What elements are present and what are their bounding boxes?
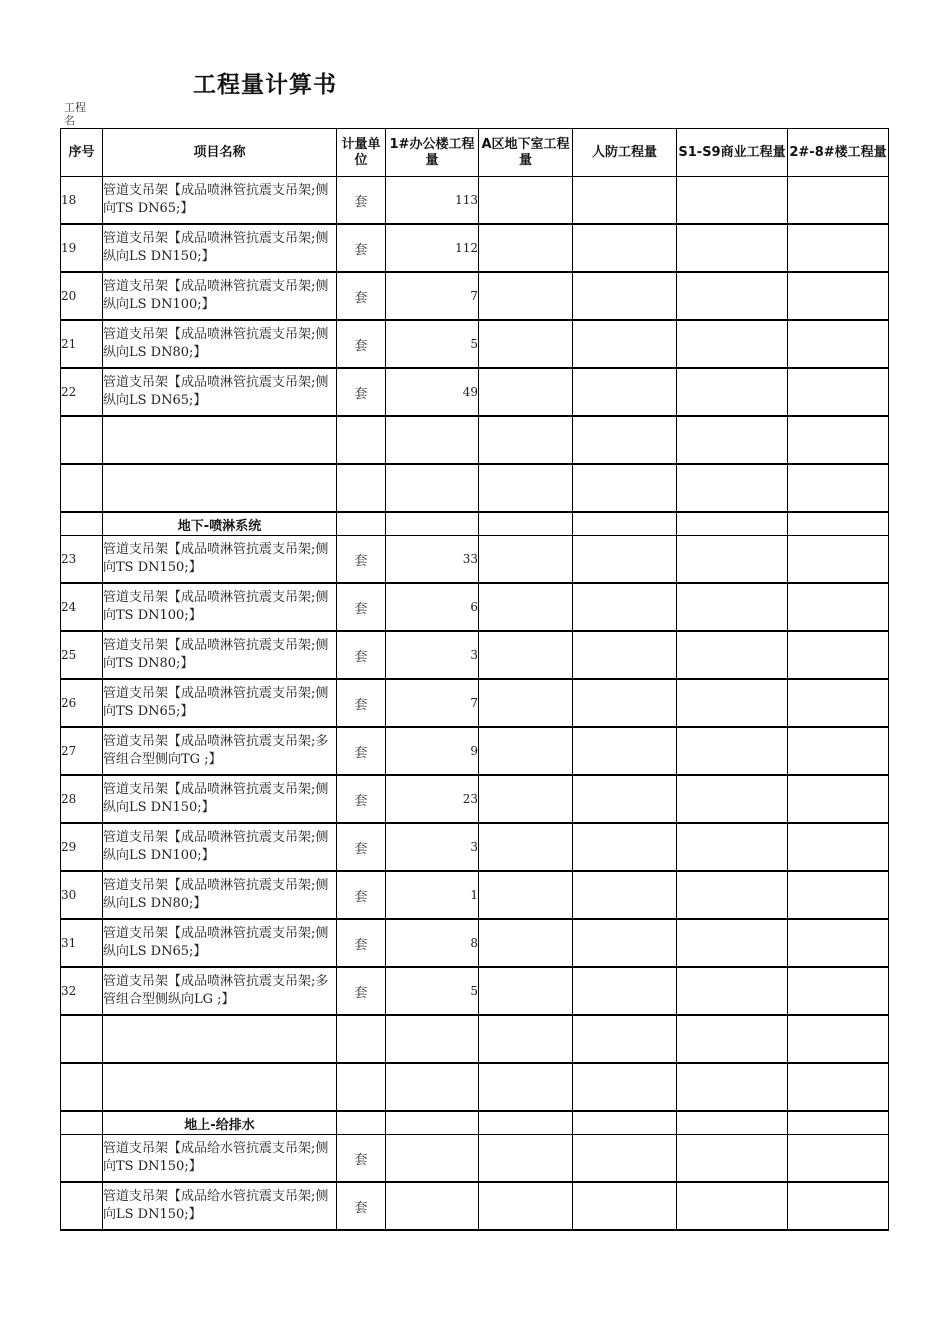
row-name: 管道支吊架【成品喷淋管抗震支吊架;侧纵向LS DN80;】 [103, 320, 337, 368]
table-row [61, 775, 889, 823]
header-q2: A区地下室工程量 [479, 129, 573, 177]
row-q5 [788, 1182, 889, 1230]
row-q3 [573, 823, 677, 871]
row-no: 18 [61, 177, 103, 225]
row-no [61, 1135, 103, 1183]
row-no [61, 464, 103, 512]
row-q1: 7 [386, 679, 479, 727]
row-q1: 5 [386, 967, 479, 1015]
row-q2 [479, 224, 573, 272]
row-q3 [573, 583, 677, 631]
row-q1 [386, 1182, 479, 1230]
section-title: 地下-喷淋系统 [103, 512, 337, 536]
row-no [61, 1015, 103, 1063]
row-unit [337, 1111, 386, 1135]
row-q5 [788, 1135, 889, 1183]
row-unit: 套 [337, 679, 386, 727]
row-q5 [788, 679, 889, 727]
row-q2 [479, 631, 573, 679]
row-name: 管道支吊架【成品喷淋管抗震支吊架;侧向TS DN65;】 [103, 679, 337, 727]
row-q3 [573, 368, 677, 416]
row-q2 [479, 967, 573, 1015]
row-q2 [479, 1111, 573, 1135]
table-row [61, 177, 889, 225]
row-q5 [788, 823, 889, 871]
row-q4 [677, 727, 788, 775]
row-q4 [677, 320, 788, 368]
row-no [61, 1063, 103, 1111]
row-q1: 1 [386, 871, 479, 919]
section-row [61, 512, 889, 536]
row-q1 [386, 1111, 479, 1135]
row-name: 管道支吊架【成品喷淋管抗震支吊架;侧纵向LS DN80;】 [103, 871, 337, 919]
row-q3 [573, 1063, 677, 1111]
row-q4 [677, 1111, 788, 1135]
row-no: 25 [61, 631, 103, 679]
row-no: 22 [61, 368, 103, 416]
header-row [61, 129, 889, 177]
table-row [61, 1015, 889, 1063]
row-q4 [677, 1015, 788, 1063]
row-q3 [573, 177, 677, 225]
header-q4: S1-S9商业工程量 [677, 129, 788, 177]
table-row [61, 679, 889, 727]
row-q5 [788, 536, 889, 584]
row-q1: 33 [386, 536, 479, 584]
table-body [61, 177, 889, 1231]
row-no [61, 416, 103, 464]
row-q1 [386, 1015, 479, 1063]
row-name: 管道支吊架【成品喷淋管抗震支吊架;侧纵向LS DN150;】 [103, 224, 337, 272]
header-name: 项目名称 [103, 129, 337, 177]
row-name: 管道支吊架【成品喷淋管抗震支吊架;侧纵向LS DN150;】 [103, 775, 337, 823]
row-q5 [788, 727, 889, 775]
row-no: 26 [61, 679, 103, 727]
table-row [61, 583, 889, 631]
row-q4 [677, 1135, 788, 1183]
row-unit: 套 [337, 823, 386, 871]
header-q5: 2#-8#楼工程量 [788, 129, 889, 177]
row-name: 管道支吊架【成品喷淋管抗震支吊架;侧向TS DN100;】 [103, 583, 337, 631]
row-q1: 6 [386, 583, 479, 631]
row-unit: 套 [337, 272, 386, 320]
header-unit: 计量单位 [337, 129, 386, 177]
table-row [61, 272, 889, 320]
row-q2 [479, 727, 573, 775]
row-unit: 套 [337, 919, 386, 967]
row-q5 [788, 224, 889, 272]
header-q3: 人防工程量 [573, 129, 677, 177]
row-name [103, 416, 337, 464]
row-q3 [573, 775, 677, 823]
row-q2 [479, 679, 573, 727]
row-no [61, 512, 103, 536]
row-unit: 套 [337, 631, 386, 679]
row-no: 31 [61, 919, 103, 967]
row-unit [337, 1063, 386, 1111]
table-row [61, 224, 889, 272]
row-no [61, 1182, 103, 1230]
row-q1: 112 [386, 224, 479, 272]
table-row [61, 1063, 889, 1111]
row-no: 24 [61, 583, 103, 631]
row-q2 [479, 320, 573, 368]
table-row [61, 919, 889, 967]
row-unit: 套 [337, 224, 386, 272]
row-q3 [573, 464, 677, 512]
row-name: 管道支吊架【成品喷淋管抗震支吊架;侧纵向LS DN100;】 [103, 823, 337, 871]
row-q3 [573, 1015, 677, 1063]
row-name: 管道支吊架【成品喷淋管抗震支吊架;多管组合型侧向TG ;】 [103, 727, 337, 775]
row-q1: 5 [386, 320, 479, 368]
row-q2 [479, 871, 573, 919]
table-row [61, 1182, 889, 1230]
row-q5 [788, 1015, 889, 1063]
table-row [61, 967, 889, 1015]
row-q5 [788, 512, 889, 536]
row-q2 [479, 368, 573, 416]
row-unit: 套 [337, 368, 386, 416]
row-name: 管道支吊架【成品给水管抗震支吊架;侧向LS DN150;】 [103, 1182, 337, 1230]
row-q3 [573, 919, 677, 967]
row-name: 管道支吊架【成品喷淋管抗震支吊架;侧纵向LS DN100;】 [103, 272, 337, 320]
row-q1: 3 [386, 631, 479, 679]
row-name: 管道支吊架【成品喷淋管抗震支吊架;侧向TS DN80;】 [103, 631, 337, 679]
row-unit: 套 [337, 1182, 386, 1230]
row-q5 [788, 320, 889, 368]
section-row [61, 1111, 889, 1135]
row-q5 [788, 1111, 889, 1135]
row-q5 [788, 631, 889, 679]
table-row [61, 464, 889, 512]
row-unit: 套 [337, 727, 386, 775]
row-q2 [479, 177, 573, 225]
row-unit: 套 [337, 775, 386, 823]
table-row [61, 727, 889, 775]
table-row [61, 320, 889, 368]
row-unit [337, 464, 386, 512]
row-q3 [573, 1182, 677, 1230]
row-q4 [677, 631, 788, 679]
row-q2 [479, 775, 573, 823]
row-q3 [573, 272, 677, 320]
row-q5 [788, 272, 889, 320]
row-q4 [677, 967, 788, 1015]
row-unit: 套 [337, 1135, 386, 1183]
row-q1 [386, 1063, 479, 1111]
row-name: 管道支吊架【成品喷淋管抗震支吊架;多管组合型侧纵向LG ;】 [103, 967, 337, 1015]
row-q1: 8 [386, 919, 479, 967]
row-q3 [573, 871, 677, 919]
row-q5 [788, 967, 889, 1015]
section-title: 地上-给排水 [103, 1111, 337, 1135]
row-q5 [788, 1063, 889, 1111]
header-q1: 1#办公楼工程量 [386, 129, 479, 177]
row-q4 [677, 1182, 788, 1230]
row-q2 [479, 416, 573, 464]
row-q1: 49 [386, 368, 479, 416]
row-unit: 套 [337, 967, 386, 1015]
row-no: 21 [61, 320, 103, 368]
row-q5 [788, 416, 889, 464]
row-no: 32 [61, 967, 103, 1015]
row-no: 28 [61, 775, 103, 823]
row-no: 23 [61, 536, 103, 584]
table-row [61, 823, 889, 871]
row-q5 [788, 775, 889, 823]
row-unit: 套 [337, 320, 386, 368]
table-row [61, 631, 889, 679]
row-q3 [573, 679, 677, 727]
row-q3 [573, 631, 677, 679]
row-q5 [788, 368, 889, 416]
row-q3 [573, 727, 677, 775]
row-unit: 套 [337, 583, 386, 631]
row-unit [337, 416, 386, 464]
row-q4 [677, 823, 788, 871]
row-q1: 9 [386, 727, 479, 775]
row-q4 [677, 416, 788, 464]
row-no: 27 [61, 727, 103, 775]
row-name: 管道支吊架【成品喷淋管抗震支吊架;侧向TS DN65;】 [103, 177, 337, 225]
row-q5 [788, 583, 889, 631]
row-q3 [573, 1111, 677, 1135]
row-q2 [479, 583, 573, 631]
row-q4 [677, 679, 788, 727]
row-q1: 23 [386, 775, 479, 823]
row-q5 [788, 464, 889, 512]
table-row [61, 1135, 889, 1183]
row-no: 30 [61, 871, 103, 919]
row-unit: 套 [337, 871, 386, 919]
table-row [61, 368, 889, 416]
row-unit: 套 [337, 177, 386, 225]
row-q2 [479, 1063, 573, 1111]
row-name: 管道支吊架【成品喷淋管抗震支吊架;侧纵向LS DN65;】 [103, 368, 337, 416]
row-q4 [677, 583, 788, 631]
row-q4 [677, 919, 788, 967]
row-q1: 113 [386, 177, 479, 225]
row-name [103, 1063, 337, 1111]
table-row [61, 871, 889, 919]
row-q2 [479, 536, 573, 584]
row-q2 [479, 919, 573, 967]
row-no: 20 [61, 272, 103, 320]
row-q5 [788, 871, 889, 919]
row-q4 [677, 464, 788, 512]
row-name: 管道支吊架【成品喷淋管抗震支吊架;侧纵向LS DN65;】 [103, 919, 337, 967]
row-q4 [677, 368, 788, 416]
row-q4 [677, 536, 788, 584]
table-row [61, 536, 889, 584]
project-name-label: 工程名 [64, 101, 86, 127]
row-q2 [479, 1182, 573, 1230]
row-q2 [479, 1135, 573, 1183]
row-q4 [677, 224, 788, 272]
page-title: 工程量计算书 [193, 72, 337, 98]
row-q1 [386, 464, 479, 512]
row-no: 29 [61, 823, 103, 871]
row-name [103, 464, 337, 512]
row-q3 [573, 224, 677, 272]
row-name [103, 1015, 337, 1063]
row-q3 [573, 512, 677, 536]
row-q4 [677, 512, 788, 536]
row-no: 19 [61, 224, 103, 272]
quantity-table [60, 128, 889, 1231]
row-q2 [479, 1015, 573, 1063]
row-q4 [677, 272, 788, 320]
row-q5 [788, 177, 889, 225]
row-q3 [573, 320, 677, 368]
row-q4 [677, 775, 788, 823]
row-q5 [788, 919, 889, 967]
row-q3 [573, 536, 677, 584]
row-q1: 3 [386, 823, 479, 871]
row-name: 管道支吊架【成品给水管抗震支吊架;侧向TS DN150;】 [103, 1135, 337, 1183]
row-q1 [386, 1135, 479, 1183]
row-q4 [677, 177, 788, 225]
row-q2 [479, 464, 573, 512]
row-unit [337, 512, 386, 536]
row-q4 [677, 1063, 788, 1111]
row-name: 管道支吊架【成品喷淋管抗震支吊架;侧向TS DN150;】 [103, 536, 337, 584]
row-q1 [386, 512, 479, 536]
row-q2 [479, 823, 573, 871]
table-row [61, 416, 889, 464]
row-q1: 7 [386, 272, 479, 320]
row-q2 [479, 272, 573, 320]
row-q3 [573, 1135, 677, 1183]
header-no: 序号 [61, 129, 103, 177]
row-q4 [677, 871, 788, 919]
row-unit [337, 1015, 386, 1063]
row-q1 [386, 416, 479, 464]
row-q3 [573, 967, 677, 1015]
row-no [61, 1111, 103, 1135]
row-unit: 套 [337, 536, 386, 584]
row-q3 [573, 416, 677, 464]
row-q2 [479, 512, 573, 536]
